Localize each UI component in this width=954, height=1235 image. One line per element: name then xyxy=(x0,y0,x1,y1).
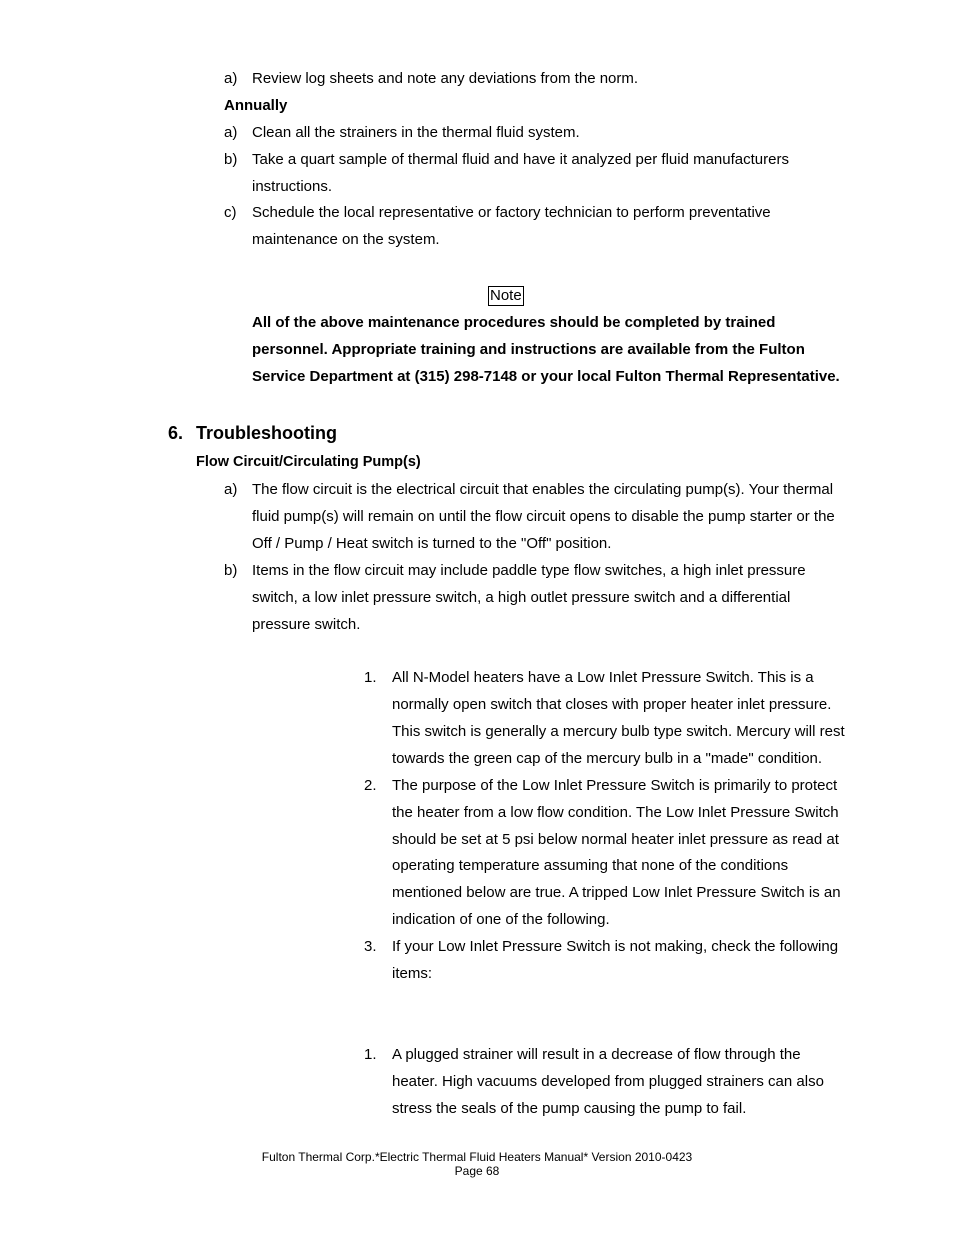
list-item-text: should be set at 5 psi below normal heater inlet pressure as read at xyxy=(392,831,839,848)
list-item-text: The purpose of the Low Inlet Pressure Switch is primarily to protect xyxy=(392,777,838,794)
list-item-text: the heater from a low flow condition. The Low Inlet Pressure Switch xyxy=(392,804,839,821)
list-item-text: Schedule the local representative or factory technician to perform preventative xyxy=(252,204,771,221)
list-item-text: mentioned below are true. A tripped Low Inlet Pressure Switch is an xyxy=(392,884,841,901)
list-marker: c) xyxy=(224,204,237,221)
note-label: Note xyxy=(490,287,522,304)
list-item-text: A plugged strainer will result in a decrease of flow through the xyxy=(392,1046,801,1063)
list-item-text: Clean all the strainers in the thermal fluid system. xyxy=(252,124,580,141)
list-number: 1. xyxy=(364,1046,377,1063)
list-item-text: The flow circuit is the electrical circuit that enables the circulating pump(s). Your thermal xyxy=(252,481,834,498)
list-item-text: Review log sheets and note any deviations from the norm. xyxy=(252,70,639,87)
note-text: Service Department at (315) 298-7148 or your local Fulton Thermal Representative. xyxy=(252,368,840,385)
list-item-text: If your Low Inlet Pressure Switch is not making, check the following xyxy=(392,938,839,955)
list-marker: a) xyxy=(224,124,238,141)
list-item-text: stress the seals of the pump causing the pump to fail. xyxy=(392,1100,747,1117)
list-item-text: items: xyxy=(392,965,433,982)
list-number: 1. xyxy=(364,669,377,686)
note-text: All of the above maintenance procedures should be completed by trained xyxy=(252,314,776,331)
list-item-text: Take a quart sample of thermal fluid and have it analyzed per fluid manufacturers xyxy=(252,151,789,168)
list-item-text: maintenance on the system. xyxy=(252,231,440,248)
footer-title: Fulton Thermal Corp.*Electric Thermal Fluid Heaters Manual* Version 2010-0423 xyxy=(261,1150,693,1164)
list-item-text: Off / Pump / Heat switch is turned to the "Off" position. xyxy=(252,535,612,552)
list-marker: a) xyxy=(224,481,238,498)
annually-heading: Annually xyxy=(224,97,288,114)
list-item-text: operating temperature assuming that none of the conditions xyxy=(392,857,789,874)
list-item-text: Items in the flow circuit may include paddle type flow switches, a high inlet pressure xyxy=(252,562,806,579)
list-item-text: switch, a low inlet pressure switch, a high outlet pressure switch and a differential xyxy=(252,589,791,606)
list-item-text: normally open switch that closes with proper heater inlet pressure. xyxy=(392,696,832,713)
list-item-text: towards the green cap of the mercury bulb in a "made" condition. xyxy=(392,750,823,767)
list-item-text: This switch is generally a mercury bulb type switch. Mercury will rest xyxy=(392,723,845,740)
note-text: personnel. Appropriate training and instructions are available from the Fulton xyxy=(252,341,805,358)
page-number: Page 68 xyxy=(454,1164,500,1178)
list-number: 2. xyxy=(364,777,377,794)
subheading: Flow Circuit/Circulating Pump(s) xyxy=(196,454,421,470)
list-marker: a) xyxy=(224,70,238,87)
section-heading xyxy=(168,420,337,446)
list-item-text: fluid pump(s) will remain on until the flow circuit opens to disable the pump starter or the xyxy=(252,508,835,525)
list-marker: b) xyxy=(224,151,238,168)
list-item-text: heater. High vacuums developed from plugged strainers can also xyxy=(392,1073,824,1090)
list-marker: b) xyxy=(224,562,238,579)
section-number: 6. xyxy=(168,423,184,443)
list-item-text: All N-Model heaters have a Low Inlet Pressure Switch. This is a xyxy=(392,669,814,686)
section-title: Troubleshooting xyxy=(196,423,337,443)
list-item-text: pressure switch. xyxy=(252,616,361,633)
list-number: 3. xyxy=(364,938,377,955)
list-item-text: instructions. xyxy=(252,178,333,195)
list-item-text: indication of one of the following. xyxy=(392,911,610,928)
